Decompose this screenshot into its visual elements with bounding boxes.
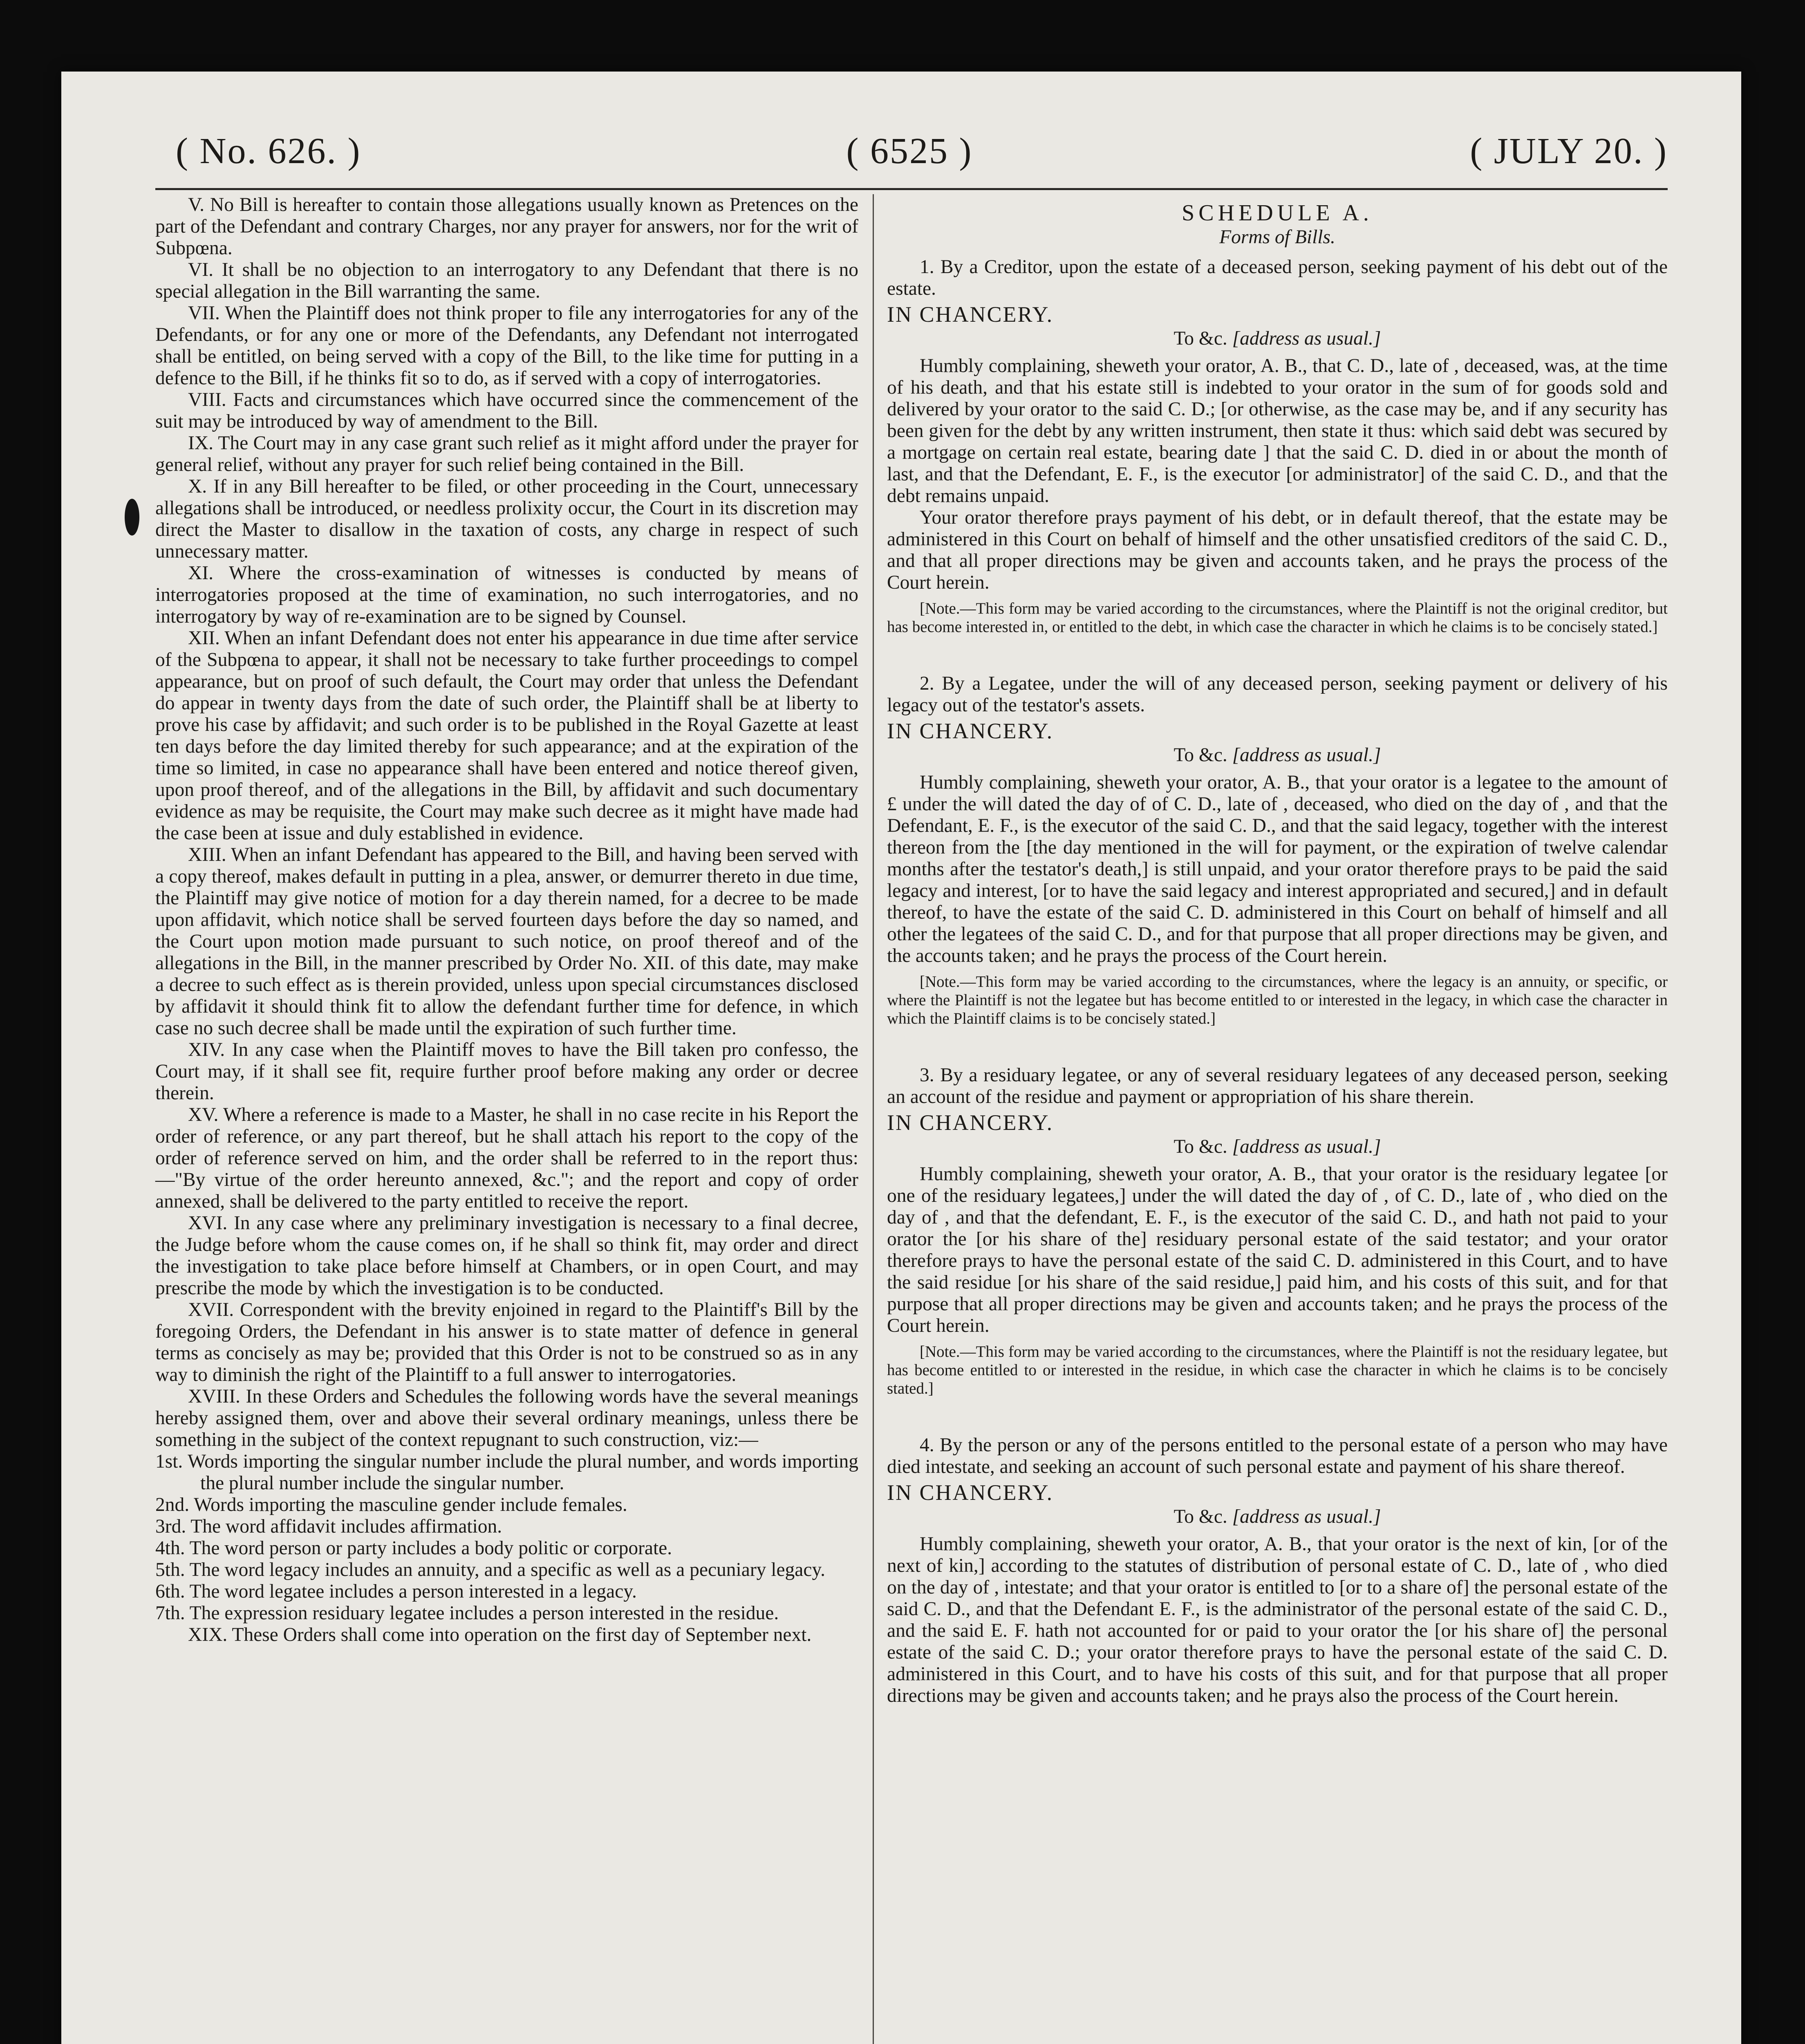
form-note: [Note.—This form may be varied according to the circumstances, where the Plaintiff is not the original creditor, but has become interested in, or entitled to the debt, in which case the character in which he claims is to be concisely stated.] xyxy=(887,600,1668,636)
orders-column xyxy=(155,194,858,1646)
definition-item: 3rd. The word affidavit includes affirmation. xyxy=(155,1516,502,1537)
gazette-number: ( No. 626. ) xyxy=(176,131,361,171)
page-number: ( 6525 ) xyxy=(846,131,973,171)
order-paragraph: XIV. In any case when the Plaintiff moves to have the Bill taken pro confesso, the Court may, if it shall see fit, require further proof before making any order or decree therein. xyxy=(155,1039,858,1104)
order-paragraph: XVIII. In these Orders and Schedules the following words have the several meanings hereby assigned them, over and above their several ordinary meanings, unless there be something in the subject of the context repugnant to such construction, viz:— xyxy=(155,1386,858,1450)
definition-item: 6th. The word legatee includes a person interested in a legacy. xyxy=(155,1581,637,1602)
definition-item: 4th. The word person or party includes a body politic or corporate. xyxy=(155,1537,672,1559)
form-body: Humbly complaining, sheweth your orator, A. B., that C. D., late of , deceased, was, at the time of his death, and that his estate still is indebted to your orator in the sum of for goods sold and delivered by your orator to the said C. D.; [or otherwise, as the case may be, and if any security has been given for the debt by any written instrument, then state it thus: which said debt was secured by a mortgage on certain real estate, bearing date ] that the said C. D. died in or about the month of last, and that the Defendant, E. F., is the executor [or administrator] of the said C. D., and that the debt remains unpaid. xyxy=(887,355,1668,507)
order-paragraph: XI. Where the cross-examination of witnesses is conducted by means of interrogatories proposed at the time of examination, no such interrogatories, and no interrogatory by way of re-examination are to be signed by Counsel. xyxy=(155,563,858,627)
chancery-heading: IN CHANCERY. xyxy=(887,1480,1054,1505)
order-paragraph: XVII. Correspondent with the brevity enjoined in regard to the Plaintiff's Bill by the foregoing Orders, the Defendant in his answer is to state matter of defence in general terms as concisely as may be; provided that this Order is not to be construed so as in any way to diminish the right of the Plaintiff to a full answer to interrogatories. xyxy=(155,1299,858,1385)
form-note: [Note.—This form may be varied according to the circumstances, where the Plaintiff is not the residuary legatee, but has become entitled to or interested in the residue, in which case the character in which he claims is to be concisely stated.] xyxy=(887,1343,1668,1397)
form-heading: 3. By a residuary legatee, or any of several residuary legatees of any deceased person, seeking an account of the residue and payment or appropriation of his share therein. xyxy=(887,1065,1668,1107)
schedule-title: SCHEDULE A. xyxy=(1182,200,1373,226)
header-rule xyxy=(155,188,1668,190)
schedule-subtitle: Forms of Bills. xyxy=(1219,226,1335,248)
order-paragraph: VI. It shall be no objection to an interrogatory to any Defendant that there is no special allegation in the Bill warranting the same. xyxy=(155,259,858,302)
order-paragraph: XII. When an infant Defendant does not enter his appearance in due time after service of the Subpœna to appear, it shall not be necessary to take further proceedings to compel appearance, but on proof of such default, the Court may order that unless the Defendant do appear in twenty days from the date of such order, the Plaintiff shall be at liberty to prove his case by affidavit; and such order is to be published in the Royal Gazette at least ten days before the day limited thereby for such appearance; and at the expiration of the time so limited, in case no appearance shall have been entered and notice thereof given, upon proof thereof, and of the allegations in the Bill, by affidavit and such documentary evidence as may be requisite, the Court may make such decree as it might have made had the case been at issue and duly established in evidence. xyxy=(155,628,858,844)
form-body: Humbly complaining, sheweth your orator, A. B., that your orator is the residuary legatee [or one of the residuary legatees,] under the will dated the day of , of C. D., late of , who died on the day of , and that the defendant, E. F., is the executor of the said C. D., and hath not paid to your orator the [or his share of the] residuary personal estate of the said testator; and your orator therefore prays to have the personal estate of the said C. D. administered in this Court, and to have the said residue [or his share of the said residue,] paid him, and his costs of this suit, and for that purpose that all proper directions may be given and accounts taken; and he prays the process of the Court herein. xyxy=(887,1163,1668,1336)
form-heading: 2. By a Legatee, under the will of any deceased person, seeking payment or delivery of his legacy out of the testator's assets. xyxy=(887,673,1668,716)
form-heading: 1. By a Creditor, upon the estate of a deceased person, seeking payment of his debt out of the estate. xyxy=(887,256,1668,299)
address-line: To &c. [address as usual.] xyxy=(1173,328,1381,349)
order-paragraph: VII. When the Plaintiff does not think proper to file any interrogatories for any of the Defendants, or for any one or more of the Defendants, any Defendant not interrogated shall be entitled, on being served with a copy of the Bill, to the like time for putting in a defence to the Bill, if he thinks fit so to do, as if served with a copy of interrogatories. xyxy=(155,303,858,389)
order-paragraph: IX. The Court may in any case grant such relief as it might afford under the prayer for general relief, without any prayer for such relief being contained in the Bill. xyxy=(155,433,858,475)
gazette-page xyxy=(61,72,1741,2044)
definition-item: 5th. The word legacy includes an annuity, and a specific as well as a pecuniary legacy. xyxy=(155,1559,826,1580)
address-line: To &c. [address as usual.] xyxy=(1173,744,1381,766)
schedule-column xyxy=(887,194,1668,1707)
order-paragraph: V. No Bill is hereafter to contain those allegations usually known as Pretences on the part of the Defendant and contrary Charges, nor any prayer for answers, nor for the writ of Subpœna. xyxy=(155,194,858,259)
order-paragraph: XIII. When an infant Defendant has appeared to the Bill, and having been served with a copy thereof, makes default in putting in a plea, answer, or demurrer thereto in due time, the Plaintiff may give notice of motion for a day therein named, for a decree to be made upon affidavit, which notice shall be served fourteen days before the day so named, and the Court upon motion made pursuant to such notice, on proof thereof and of the allegations in the Bill, in the manner prescribed by Order No. XII. of this date, may make a decree to such effect as is therein provided, unless upon special circumstances disclosed by affidavit it should think fit to allow the defendant further time for defence, in which case no such decree shall be made until the expiration of such further time. xyxy=(155,844,858,1039)
address-line: To &c. [address as usual.] xyxy=(1173,1506,1381,1527)
definition-item: 2nd. Words importing the masculine gender include females. xyxy=(155,1494,627,1515)
definition-item: 7th. The expression residuary legatee includes a person interested in the residue. xyxy=(155,1602,779,1624)
address-line: To &c. [address as usual.] xyxy=(1173,1136,1381,1157)
chancery-heading: IN CHANCERY. xyxy=(887,1110,1054,1135)
order-paragraph: XV. Where a reference is made to a Master, he shall in no case recite in his Report the order of reference, or any part thereof, but he shall attach his report to the copy of the order of reference served on him, and the order shall be referred to in the report thus:—"By virtue of the order hereunto annexed, &c."; and the report and copy of order annexed, shall be delivered to the party entitled to receive the report. xyxy=(155,1104,858,1212)
form-note: [Note.—This form may be varied according to the circumstances, where the legacy is an annuity, or specific, or where the Plaintiff is not the legatee but has become entitled to or interested in the legacy, in which case the character in which the Plaintiff claims is to be concisely stated.] xyxy=(887,973,1668,1027)
definition-item: 1st. Words importing the singular number include the plural number, and words importing the plural number include the singular number. xyxy=(155,1451,858,1494)
page-header xyxy=(151,129,1668,178)
order-paragraph: XVI. In any case where any preliminary investigation is necessary to a final decree, the Judge before whom the cause comes on, if he shall so think fit, may order and direct the investigation to take place before himself at Chambers, or in open Court, and may prescribe the mode by which the investigation is to be conducted. xyxy=(155,1213,858,1299)
form-body: Humbly complaining, sheweth your orator, A. B., that your orator is a legatee to the amount of £ under the will dated the day of of C. D., late of , deceased, who died on the day of , and that the Defendant, E. F., is the executor of the said C. D., and that the said legacy, together with the interest thereon from the [the day mentioned in the will for payment, or the expiration of twelve calendar months after the testator's death,] is still unpaid, and your orator therefore prays to be paid the said legacy and interest, [or to have the said legacy and interest appropriated and secured,] and in default thereof, to have the estate of the said C. D. administered in this Court on behalf of himself and all other the legatees of the said C. D., and for that purpose that all proper directions may be given, and the accounts taken; and he prays the process of the Court herein. xyxy=(887,772,1668,966)
order-paragraph: X. If in any Bill hereafter to be filed, or other proceeding in the Court, unnecessary allegations shall be introduced, or needless prolixity occur, the Court in its discretion may direct the Master to disallow in the taxation of costs, any charge in respect of such unnecessary matter. xyxy=(155,476,858,562)
form-heading: 4. By the person or any of the persons entitled to the personal estate of a person who may have died intestate, and seeking an account of such personal estate and payment of his share thereof. xyxy=(887,1434,1668,1477)
form-body: Humbly complaining, sheweth your orator, A. B., that your orator is the next of kin, [or of the next of kin,] according to the statutes of distribution of personal estate of C. D., late of , who died on the day of , intestate; and that your orator is entitled to [or to a share of] the personal estate of the said C. D., and that the Defendant E. F., is the administrator of the personal estate of the said C. D., and the said E. F. hath not accounted for or paid to your orator the [or his share of] the personal estate of the said C. D.; your orator therefore prays to have the personal estate of the said C. D. administered in this Court, and to have his costs of this suit, and for that purpose that all proper directions may be given and accounts taken; and he prays also the process of the Court herein. xyxy=(887,1533,1668,1706)
chancery-heading: IN CHANCERY. xyxy=(887,302,1054,327)
order-paragraph: XIX. These Orders shall come into operation on the first day of September next. xyxy=(188,1624,812,1645)
column-divider xyxy=(873,194,874,2044)
chancery-heading: IN CHANCERY. xyxy=(887,719,1054,743)
order-paragraph: VIII. Facts and circumstances which have occurred since the commencement of the suit may be introduced by way of amendment to the Bill. xyxy=(155,389,858,432)
form-body: Your orator therefore prays payment of his debt, or in default thereof, that the estate may be administered in this Court on behalf of himself and the other unsatisfied creditors of the said C. D., and that all proper directions may be given and accounts taken, and he prays the process of the Court herein. xyxy=(887,507,1668,593)
ink-blot xyxy=(125,499,139,536)
issue-date: ( JULY 20. ) xyxy=(1470,131,1668,171)
